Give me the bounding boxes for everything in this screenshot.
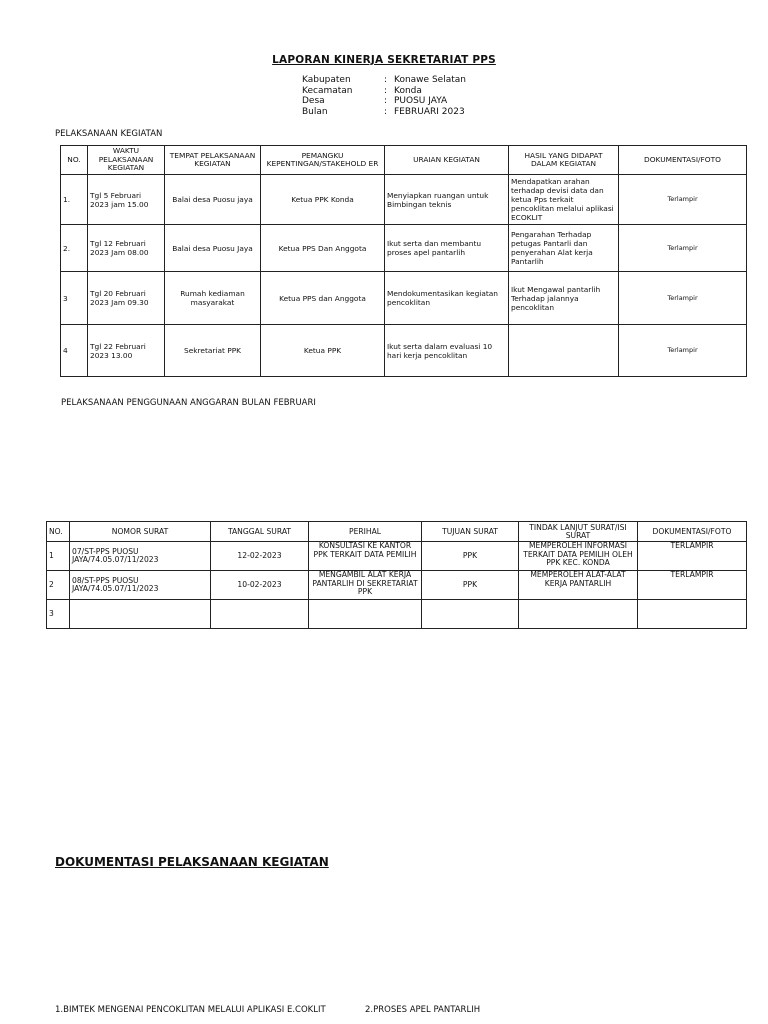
cell-nomor-surat [70,600,211,629]
photo-caption-2: 2.PROSES APEL PANTARLIH [365,1005,481,1015]
meta-row-kabupaten [302,75,466,86]
cell-waktu: Tgl 20 Februari 2023 Jam 09.30 [88,272,165,325]
meta-separator: : [384,106,388,117]
cell-waktu: Tgl 5 Februari 2023 jam 15.00 [88,175,165,225]
meta-row-kecamatan [302,86,466,97]
cell-no: 1 [47,542,70,571]
meta-value: PUOSU JAYA [394,96,448,106]
meta-separator: : [384,75,388,85]
meta-row-desa [302,96,466,107]
letters-table [46,521,747,629]
cell-tujuan-surat: PPK [422,542,519,571]
meta-key: Kabupaten [302,75,351,85]
column-header: NO. [61,146,88,175]
cell-uraian: Ikut serta dan membantu proses apel pantarlih [385,225,509,272]
table-row [61,225,747,272]
cell-hasil [509,325,619,377]
column-header: WAKTU PELAKSANAAN KEGIATAN [88,146,165,175]
cell-uraian: Ikut serta dalam evaluasi 10 hari kerja pencoklitan [385,325,509,377]
column-header: TEMPAT PELAKSANAAN KEGIATAN [165,146,261,175]
column-header: TUJUAN SURAT [422,522,519,542]
meta-separator: : [384,85,388,96]
table-row [61,272,747,325]
cell-waktu: Tgl 22 Februari 2023 13.00 [88,325,165,377]
cell-hasil: Ikut Mengawal pantarlih Terhadap jalannya pencoklitan [509,272,619,325]
cell-dokumentasi: TERLAMPIR [638,542,747,571]
column-header: TANGGAL SURAT [211,522,309,542]
activity-table [60,145,747,377]
cell-hasil: Mendapatkan arahan terhadap devisi data dan ketua Pps terkait pencoklitan melalui aplikasi ECOKLIT [509,175,619,225]
cell-uraian: Menyiapkan ruangan untuk Bimbingan teknis [385,175,509,225]
column-header: TINDAK LANJUT SURAT/ISI SURAT [519,522,638,542]
cell-dokumentasi: Terlampir [619,325,747,377]
cell-no: 2. [61,225,88,272]
cell-dokumentasi: TERLAMPIR [638,571,747,600]
meta-row-bulan [302,107,466,118]
cell-pemangku: Ketua PPK Konda [261,175,385,225]
cell-tanggal-surat: 10-02-2023 [211,571,309,600]
cell-dokumentasi: Terlampir [619,175,747,225]
cell-hasil: Pengarahan Terhadap petugas Pantarli dan penyerahan Alat kerja Pantarlih [509,225,619,272]
table-row [47,600,747,629]
cell-tempat: Sekretariat PPK [165,325,261,377]
cell-no: 3 [61,272,88,325]
cell-tanggal-surat: 12-02-2023 [211,542,309,571]
meta-value: FEBRUARI 2023 [394,106,465,117]
cell-tindak-lanjut [519,600,638,629]
column-header: PERIHAL [309,522,422,542]
meta-separator: : [384,96,388,106]
cell-no: 2 [47,571,70,600]
cell-perihal [309,600,422,629]
column-header: URAIAN KEGIATAN [385,146,509,175]
cell-no: 4 [61,325,88,377]
section-heading-anggaran: PELAKSANAAN PENGGUNAAN ANGGARAN BULAN FEBRUARI [61,398,316,408]
table-row [47,571,747,600]
cell-pemangku: Ketua PPS dan Anggota [261,272,385,325]
cell-tempat: Balai desa Puosu Jaya [165,225,261,272]
column-header: PEMANGKU KEPENTINGAN/STAKEHOLD ER [261,146,385,175]
meta-key: Bulan [302,106,328,117]
table-header-row [47,522,747,542]
cell-no: 3 [47,600,70,629]
table-row [61,175,747,225]
meta-key: Desa [302,96,325,106]
cell-pemangku: Ketua PPK [261,325,385,377]
report-meta [302,75,466,117]
documentation-title: DOKUMENTASI PELAKSANAAN KEGIATAN [55,855,329,869]
section-heading-kegiatan: PELAKSANAAN KEGIATAN [55,129,163,139]
cell-dokumentasi [638,600,747,629]
column-header: DOKUMENTASI/FOTO [619,146,747,175]
table-row [47,542,747,571]
column-header: NO. [47,522,70,542]
cell-perihal: KONSULTASI KE KANTOR PPK TERKAIT DATA PEMILIH [309,542,422,571]
cell-no: 1. [61,175,88,225]
cell-perihal: MENGAMBIL ALAT KERJA PANTARLIH DI SEKRETARIAT PPK [309,571,422,600]
cell-tanggal-surat [211,600,309,629]
cell-tempat: Balai desa Puosu jaya [165,175,261,225]
column-header: HASIL YANG DIDAPAT DALAM KEGIATAN [509,146,619,175]
cell-waktu: Tgl 12 Februari 2023 Jam 08.00 [88,225,165,272]
table-row [61,325,747,377]
meta-value: Konawe Selatan [394,75,466,85]
cell-tujuan-surat [422,600,519,629]
cell-pemangku: Ketua PPS Dan Anggota [261,225,385,272]
cell-uraian: Mendokumentasikan kegiatan pencoklitan [385,272,509,325]
cell-tempat: Rumah kediaman masyarakat [165,272,261,325]
photo-caption-1: 1.BIMTEK MENGENAI PENCOKLITAN MELALUI APLIKASI E.COKLIT [55,1005,326,1015]
report-title: LAPORAN KINERJA SEKRETARIAT PPS [272,54,496,66]
meta-value: Konda [394,85,422,96]
cell-dokumentasi: Terlampir [619,272,747,325]
cell-dokumentasi: Terlampir [619,225,747,272]
cell-nomor-surat: 08/ST-PPS PUOSU JAYA/74.05.07/11/2023 [70,571,211,600]
cell-tindak-lanjut: MEMPEROLEH INFORMASI TERKAIT DATA PEMILIH OLEH PPK KEC. KONDA [519,542,638,571]
column-header: NOMOR SURAT [70,522,211,542]
meta-key: Kecamatan [302,85,353,96]
column-header: DOKUMENTASI/FOTO [638,522,747,542]
table-header-row [61,146,747,175]
cell-nomor-surat: 07/ST-PPS PUOSU JAYA/74.05.07/11/2023 [70,542,211,571]
cell-tindak-lanjut: MEMPEROLEH ALAT-ALAT KERJA PANTARLIH [519,571,638,600]
cell-tujuan-surat: PPK [422,571,519,600]
